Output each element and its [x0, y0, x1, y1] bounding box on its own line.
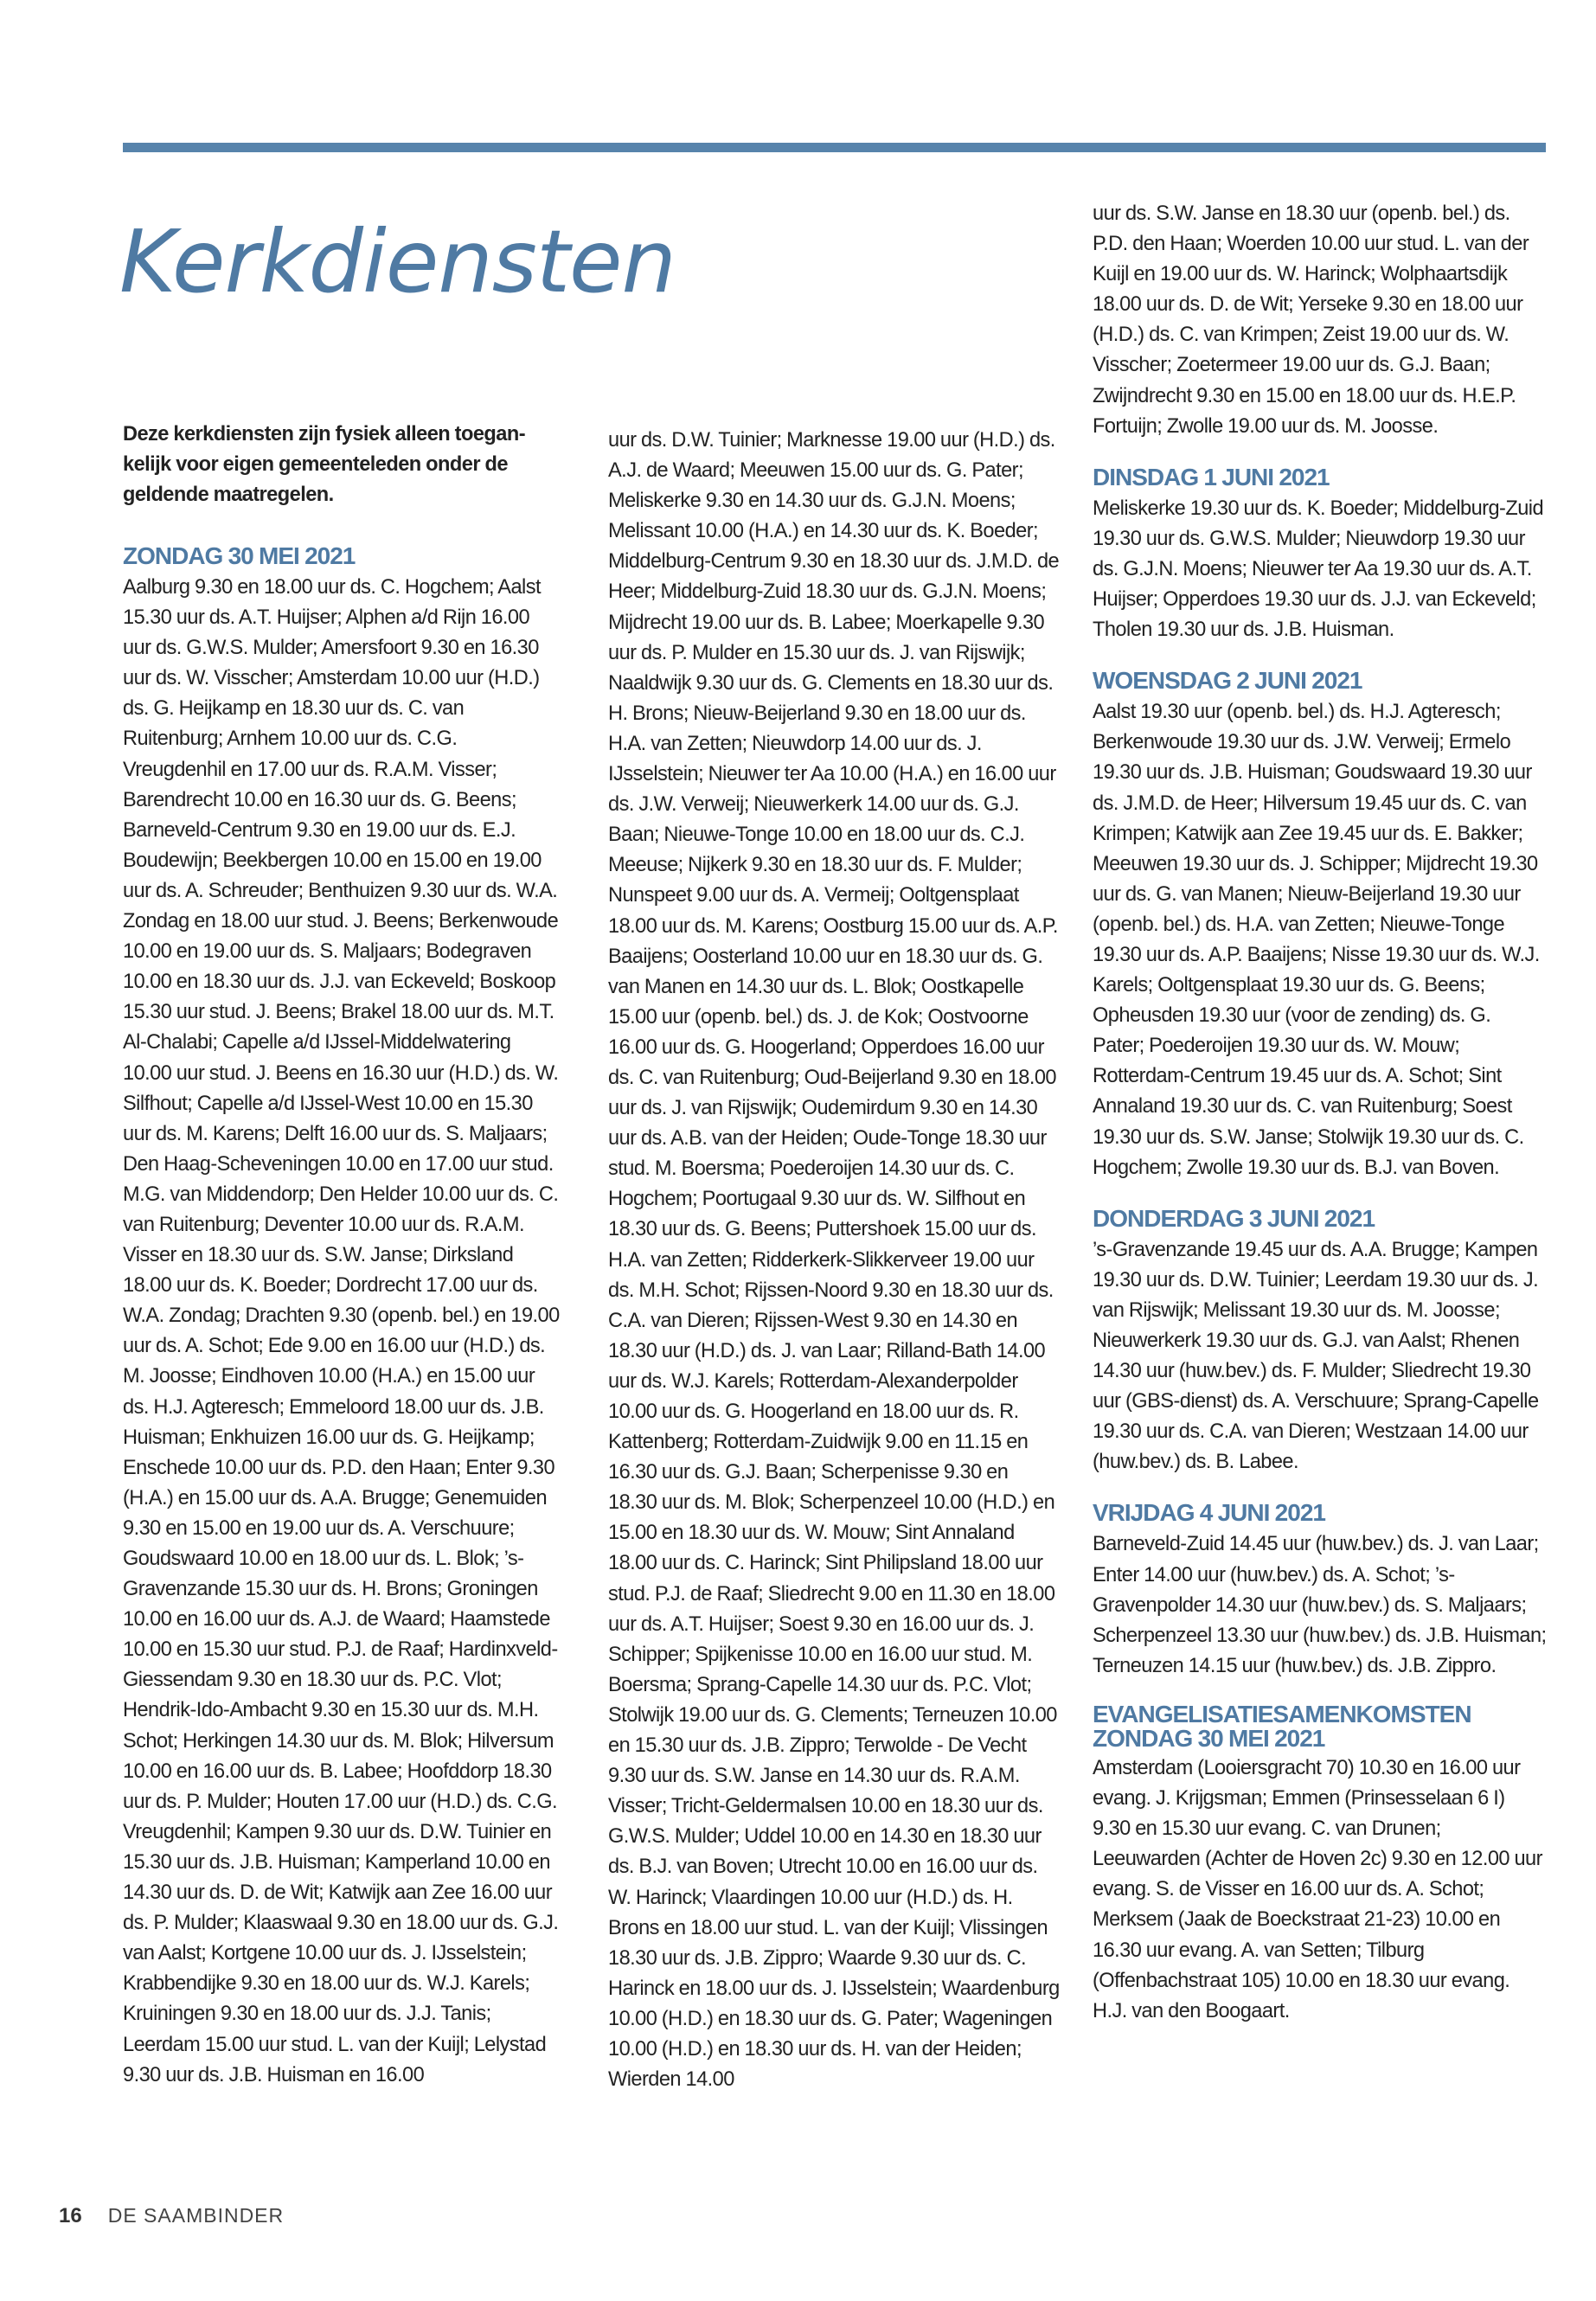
intro-text: Deze kerkdiensten zijn fysiek alleen toegankelijk voor eigen gemeenteleden onder de geldende maatregelen. — [123, 423, 526, 506]
services-zondag-part2: uur ds. D.W. Tuinier; Marknesse 19.00 uur (H.D.) ds. A.J. de Waard; Meeuwen 15.00 uur ds. G. Pater; Meliskerke 9.30 en 14.30 uur ds. G.J.N. Moens; Melissant 10.00 (H.A.) en 14.30 uur ds. K. Boeder; Middelburg-Centrum 9.30 en 18.30 uur ds. J.M.D. de Heer; Middelburg-Zuid 18.30 uur ds. G.J.N. Moens; Mijdrecht 19.00 uur ds. B. Labee; Moerkapelle 9.30 uur ds. P. Mulder en 15.30 uur ds. J. van Rijswijk; Naaldwijk 9.30 uur ds. G. Clements en 18.30 uur ds. H. Brons; Nieuw-Beijerland 9.30 en 18.00 uur ds. H.A. van Zetten; Nieuwdorp 14.00 uur ds. J. IJsselstein; Nieuwer ter Aa 10.00 (H.A.) en 16.00 uur ds. J.W. Verweij; Nieuwerkerk 14.00 uur ds. G.J. Baan; Nieuwe-Tonge 10.00 en 18.00 uur ds. C.J. Meeuse; Nijkerk 9.30 en 18.30 uur ds. F. Mulder; Nunspeet 9.00 uur ds. A. Vermeij; Ooltgensplaat 18.00 uur ds. M. Karens; Oostburg 15.00 uur ds. A.P. Baaijens; Oosterland 10.00 uur en 18.30 uur ds. G. van Manen en 14.30 uur ds. L. Blok; Oostkapelle 15.00 uur (openb. bel.) ds. J. de Kok; Oostvoorne 16.00 uur ds. G. Hoogerland; Opperdoes 16.00 uur ds. C. van Ruitenburg; Oud-Beijerland 9.30 en 18.00 uur ds. J. van Rijswijk; Oudemirdum 9.30 en 14.30 uur ds. A.B. van der Heiden; Oude-Tonge 18.30 uur stud. M. Boersma; Poederoijen 14.30 uur ds. C. Hogchem; Poortugaal 9.30 uur ds. W. Silfhout en 18.30 uur ds. G. Beens; Puttershoek 15.00 uur ds. H.A. van Zetten; Ridderkerk-Slikkerveer 19.00 uur ds. M.H. Schot; Rijssen-Noord 9.30 en 18.30 uur ds. C.A. van Dieren; Rijssen-West 9.30 en 14.30 en 18.30 uur (H.D.) ds. J. van Laar; Rilland-Bath 14.00 uur ds. W.J. Karels; Rotterdam-Alexanderpolder 10.00 uur ds. G. Hoogerland en 18.00 uur ds. R. Kattenberg; Rotterdam-Zuidwijk 9.00 en 11.15 en 16.30 uur ds. G.J. Baan; Scherpenisse 9.30 en 18.30 uur ds. M. Blok; Scherpenzeel 10.00 (H.D.) en 15.00 en 18.30 uur ds. W. Mouw; Sint Annaland 18.00 uur ds. C. Harinck; Sint Philipsland 18.00 uur stud. P.J. de Raaf; Sliedrecht 9.00 en 11.30 en 18.00 uur ds. A.T. Huijser; Soest 9.30 en 16.00 uur ds. J. Schipper; Spijkenisse 10.00 en 16.00 uur stud. M. Boersma; Sprang-Capelle 14.30 uur ds. P.C. Vlot; Stolwijk 19.00 uur ds. G. Clements; Terneuzen 10.00 en 15.30 uur ds. J.B. Zippro; Terwolde - De Vecht 9.30 uur ds. S.W. Janse en 14.30 uur ds. R.A.M. Visser; Tricht-Geldermalsen 10.00 en 18.30 uur ds. G.W.S. Mulder; Uddel 10.00 en 14.30 en 18.30 uur ds. B.J. van Boven; Utrecht 10.00 en 16.00 uur ds. W. Harinck; Vlaardingen 10.00 uur (H.D.) ds. H. Brons en 18.00 uur stud. L. van der Kuijl; Vlissingen 18.30 uur ds. J.B. Zippro; Waarde 9.30 uur ds. C. Harinck en 18.00 uur ds. J. IJsselstein; Waardenburg 10.00 (H.D.) en 18.30 uur ds. G. Pater; Wageningen 10.00 (H.D.) en 18.30 uur ds. H. van der Heiden; Wierden 14.00 — [608, 429, 1060, 2092]
heading-vrijdag: VRIJDAG 4 JUNI 2021 — [1093, 1499, 1325, 1527]
heading-evangelisatie-line2: ZONDAG 30 MEI 2021 — [1093, 1724, 1325, 1752]
page-title: Kerkdiensten — [119, 211, 676, 312]
heading-donderdag: DONDERDAG 3 JUNI 2021 — [1093, 1204, 1375, 1232]
services-woensdag: Aalst 19.30 uur (openb. bel.) ds. H.J. Agteresch; Berkenwoude 19.30 uur ds. J.W. Verweij; Ermelo 19.30 uur ds. J.B. Huisman; Goudswaard 19.30 uur ds. J.M.D. de Heer; Hilversum 19.45 uur ds. C. van Krimpen; Katwijk aan Zee 19.45 uur ds. E. Bakker; Meeuwen 19.30 uur ds. J. Schipper; Mijdrecht 19.30 uur ds. G. van Manen; Nieuw-Beijerland 19.30 uur (openb. bel.) ds. H.A. van Zetten; Nieuwe-Tonge 19.30 uur ds. A.P. Baaijens; Nisse 19.30 uur ds. W.J. Karels; Ooltgensplaat 19.30 uur ds. G. Beens; Opheusden 19.30 uur (voor de zending) ds. G. Pater; Poederoijen 19.30 uur ds. W. Mouw; Rotterdam-Centrum 19.45 uur ds. A. Schot; Sint Annaland 19.30 uur ds. C. van Ruitenburg; Soest 19.30 uur ds. S.W. Janse; Stolwijk 19.30 uur ds. C. Hogchem; Zwolle 19.30 uur ds. B.J. van Boven. — [1093, 701, 1540, 1179]
page-number: 16 — [59, 2204, 82, 2227]
heading-evangelisatie — [1093, 1702, 1547, 1751]
heading-woensdag: WOENSDAG 2 JUNI 2021 — [1093, 667, 1362, 695]
services-zondag-part1: Aalburg 9.30 en 18.00 uur ds. C. Hogchem; Aalst 15.30 uur ds. A.T. Huijser; Alphen a/d Rijn 16.00 uur ds. G.W.S. Mulder; Amersfoort 9.30 en 16.30 uur ds. W. Visscher; Amsterdam 10.00 uur (H.D.) ds. G. Heijkamp en 18.30 uur ds. C. van Ruitenburg; Arnhem 10.00 uur ds. C.G. Vreugdenhil en 17.00 uur ds. R.A.M. Visser; Barendrecht 10.00 en 16.30 uur ds. G. Beens; Barneveld-Centrum 9.30 en 19.00 uur ds. E.J. Boudewijn; Beekbergen 10.00 en 15.00 en 19.00 uur ds. A. Schreuder; Benthuizen 9.30 uur ds. W.A. Zondag en 18.00 uur stud. J. Beens; Berkenwoude 10.00 en 19.00 uur ds. S. Maljaars; Bodegraven 10.00 en 18.30 uur ds. J.J. van Eckeveld; Boskoop 15.30 uur stud. J. Beens; Brakel 18.00 uur ds. M.T. Al-Chalabi; Capelle a/d IJssel-Middelwatering 10.00 uur stud. J. Beens en 16.30 uur (H.D.) ds. W. Silfhout; Capelle a/d IJssel-West 10.00 en 15.30 uur ds. M. Karens; Delft 16.00 uur ds. S. Maljaars; Den Haag-Scheveningen 10.00 en 17.00 uur stud. M.G. van Middendorp; Den Helder 10.00 uur ds. C. van Ruitenburg; Deventer 10.00 uur ds. R.A.M. Visser en 18.30 uur ds. S.W. Janse; Dirksland 18.00 uur ds. K. Boeder; Dordrecht 17.00 uur ds. W.A. Zondag; Drachten 9.30 (openb. bel.) en 19.00 uur ds. A. Schot; Ede 9.00 en 16.00 uur (H.D.) ds. M. Joosse; Eindhoven 10.00 (H.A.) en 15.00 uur ds. H.J. Agteresch; Emmeloord 18.00 uur ds. J.B. Huisman; Enkhuizen 16.00 uur ds. G. Heijkamp; Enschede 10.00 uur ds. P.D. den Haan; Enter 9.30 (H.A.) en 15.00 uur ds. A.A. Brugge; Genemuiden 9.30 en 15.00 en 19.00 uur ds. A. Verschuure; Goudswaard 10.00 en 18.00 uur ds. L. Blok; ’s-Gravenzande 15.30 uur ds. H. Brons; Groningen 10.00 en 16.00 uur ds. A.J. de Waard; Haamstede 10.00 en 15.30 uur stud. P.J. de Raaf; Hardinxveld-Giessendam 9.30 en 18.30 uur ds. P.C. Vlot; Hendrik-Ido-Ambacht 9.30 en 15.30 uur ds. M.H. Schot; Herkingen 14.30 uur ds. M. Blok; Hilversum 10.00 en 16.00 uur ds. B. Labee; Hoofddorp 18.30 uur ds. P. Mulder; Houten 17.00 uur (H.D.) ds. C.G. Vreugdenhil; Kampen 9.30 uur ds. D.W. Tuinier en 15.30 uur ds. J.B. Huisman; Kamperland 10.00 en 14.30 uur ds. D. de Wit; Katwijk aan Zee 16.00 uur ds. P. Mulder; Klaaswaal 9.30 en 18.00 uur ds. G.J. van Aalst; Kortgene 10.00 uur ds. J. IJsselstein; Krabbendijke 9.30 en 18.00 uur ds. W.J. Karels; Kruiningen 9.30 en 18.00 uur ds. J.J. Tanis; Leerdam 15.00 uur stud. L. van der Kuijl; Lelystad 9.30 uur ds. J.B. Huisman en 16.00 — [123, 576, 560, 2086]
services-evangelisatie: Amsterdam (Looiersgracht 70) 10.30 en 16.00 uur evang. J. Krijgsman; Emmen (Prinsesselaan 6 I) 9.30 en 15.30 uur evang. C. van Drunen; Leeuwarden (Achter de Hoven 2c) 9.30 en 12.00 uur evang. S. de Visser en 16.00 uur ds. A. Schot; Merksem (Jaak de Boeckstraat 21-23) 10.00 en 16.30 uur evang. A. van Setten; Tilburg (Offenbachstraat 105) 10.00 en 18.30 uur evang. H.J. van den Boogaart. — [1093, 1756, 1542, 2022]
column-2 — [608, 426, 1061, 2095]
column-1 — [123, 420, 561, 2091]
publication-name: DE SAAMBINDER — [107, 2204, 285, 2227]
column-3 — [1093, 199, 1547, 2027]
top-rule — [123, 143, 1546, 152]
heading-dinsdag: DINSDAG 1 JUNI 2021 — [1093, 463, 1330, 490]
page-footer — [59, 2204, 284, 2228]
heading-evangelisatie-line1: EVANGELISATIESAMENKOMSTEN — [1093, 1700, 1471, 1727]
services-donderdag: ’s-Gravenzande 19.45 uur ds. A.A. Brugge; Kampen 19.30 uur ds. D.W. Tuinier; Leerdam 19.30 uur ds. J. van Rijswijk; Melissant 19.30 uur ds. M. Joosse; Nieuwerkerk 19.30 uur ds. G.J. van Aalst; Rhenen 14.30 uur (huw.bev.) ds. F. Mulder; Sliedrecht 19.30 uur (GBS-dienst) ds. A. Verschuure; Sprang-Capelle 19.30 uur ds. C.A. van Dieren; Westzaan 14.00 uur (huw.bev.) ds. B. Labee. — [1093, 1238, 1539, 1474]
services-vrijdag: Barneveld-Zuid 14.45 uur (huw.bev.) ds. J. van Laar; Enter 14.00 uur (huw.bev.) ds. A. Schot; ’s-Gravenpolder 14.30 uur (huw.bev.) ds. S. Maljaars; Scherpenzeel 13.30 uur (huw.bev.) ds. J.B. Huisman; Terneuzen 14.15 uur (huw.bev.) ds. J.B. Zippro. — [1093, 1533, 1547, 1677]
services-dinsdag: Meliskerke 19.30 uur ds. K. Boeder; Middelburg-Zuid 19.30 uur ds. G.W.S. Mulder; Nieuwdorp 19.30 uur ds. G.J.N. Moens; Nieuwer ter Aa 19.30 uur ds. A.T. Huijser; Opperdoes 19.30 uur ds. J.J. van Eckeveld; Tholen 19.30 uur ds. J.B. Huisman. — [1093, 497, 1544, 642]
heading-zondag: ZONDAG 30 MEI 2021 — [123, 542, 356, 569]
services-zondag-part3: uur ds. S.W. Janse en 18.30 uur (openb. bel.) ds. P.D. den Haan; Woerden 10.00 uur stud. L. van der Kuijl en 19.00 uur ds. W. Harinck; Wolphaartsdijk 18.00 uur ds. D. de Wit; Yerseke 9.30 en 18.00 uur (H.D.) ds. C. van Krimpen; Zeist 19.00 uur ds. W. Visscher; Zoetermeer 19.00 uur ds. G.J. Baan; Zwijndrecht 9.30 en 15.00 en 18.00 uur ds. H.E.P. Fortuijn; Zwolle 19.00 uur ds. M. Joosse. — [1093, 202, 1529, 438]
